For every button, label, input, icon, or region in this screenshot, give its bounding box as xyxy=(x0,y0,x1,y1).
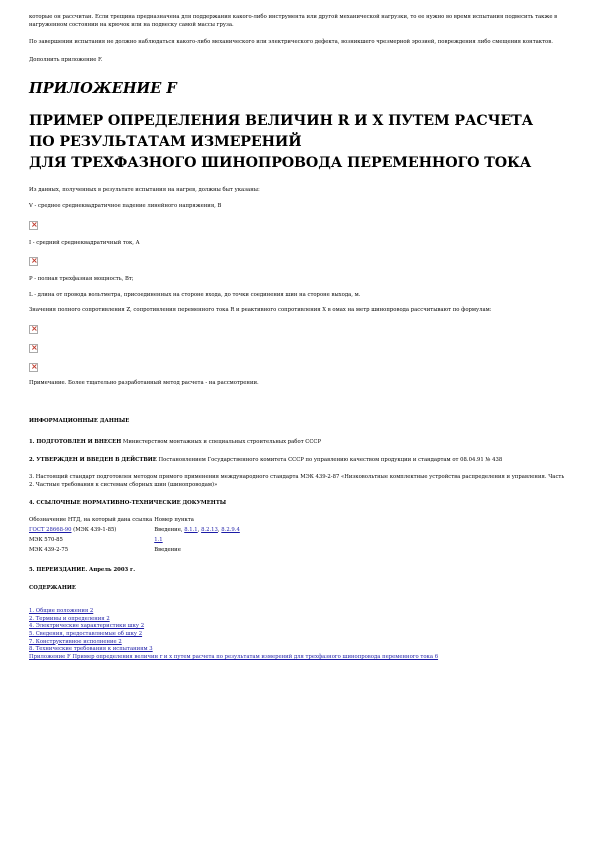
document-page xyxy=(29,14,569,661)
info-heading: ИНФОРМАЦИОННЫЕ ДАННЫЕ xyxy=(29,417,130,424)
broken-image-icon xyxy=(29,325,38,334)
toc-link[interactable]: 8. Технические требования к испытаниям 3 xyxy=(29,646,153,653)
doc-link[interactable]: ГОСТ 28668-90 xyxy=(29,527,72,534)
appendix-heading: ПРИЛОЖЕНИЕ F xyxy=(29,80,177,98)
appendix-title-line: ПРИМЕР ОПРЕДЕЛЕНИЯ ВЕЛИЧИН R И X ПУТЕМ РАСЧЕТА xyxy=(29,113,534,130)
broken-image-icon xyxy=(29,363,38,372)
definition-v: V - среднее среднеквадратичное падение линейного напряжения, В xyxy=(29,202,222,209)
note-text: Примечание. Более тщательно разработанный метод расчета - на рассмотрении. xyxy=(29,379,259,386)
table-header-cell: Обозначение НТД, на который дана ссылка xyxy=(29,517,153,524)
toc-list xyxy=(29,608,569,661)
table-cell: МЭК 570-85 xyxy=(29,537,63,544)
toc-link[interactable]: 7. Конструктивное исполнение 2 xyxy=(29,638,122,645)
info-item-3: 3. Настоящий стандарт подготовлен методом прямого применения международного стандарта МЭК 439-2-87 «Низковольтные комплектные устройства распределения и управления. Часть 2. Частные требования к системам сборных шин (шинопроводам)» xyxy=(29,474,565,488)
broken-image-icon xyxy=(29,257,38,266)
toc-link[interactable]: Приложение F Пример определения величин r и x путем расчета по результатам измерений для трехфазного шинопровода переменного тока 6 xyxy=(29,653,439,660)
toc-link[interactable]: 5. Сведения, предоставляемые об шку 2 xyxy=(29,631,143,638)
info-item-4-heading: 4. ССЫЛОЧНЫЕ НОРМАТИВНО-ТЕХНИЧЕСКИЕ ДОКУМЕНТЫ xyxy=(29,499,227,506)
info-item-1 xyxy=(29,439,569,447)
points-prefix: Введение, xyxy=(154,527,185,534)
table-cell: Введение, 8.1.1, 8.2.13, 8.2.9.4 xyxy=(154,527,240,534)
toc-link[interactable]: 1. Общие положения 2 xyxy=(29,608,94,615)
point-link[interactable]: 8.1.1 xyxy=(184,527,198,534)
info-item-text: Министерством монтажных и специальных строительных работ СССР xyxy=(122,439,322,446)
info-item-label: 1. ПОДГОТОВЛЕН И ВНЕСЕН xyxy=(29,439,122,446)
point-link[interactable]: 8.2.13 xyxy=(201,527,218,534)
broken-image-icon xyxy=(29,221,38,230)
intro-paragraph: Дополнить приложение F. xyxy=(29,56,103,63)
toc-link[interactable]: 2. Термины и определения 2 xyxy=(29,615,110,622)
table-row xyxy=(29,535,242,545)
formula-intro: Значения полного сопротивления Z, сопротивления переменного тока R и реактивного сопротивления X в омах на метр шинопровода рассчитывают по формулам: xyxy=(29,307,492,314)
table-cell: МЭК 439-2-75 xyxy=(29,547,69,554)
references-table xyxy=(29,515,242,555)
appendix-title-line: ПО РЕЗУЛЬТАТАМ ИЗМЕРЕНИЙ xyxy=(29,134,302,151)
toc-link[interactable]: 4. Электрические характеристики шку 2 xyxy=(29,623,145,630)
broken-image-icon xyxy=(29,344,38,353)
info-item-label: 2. УТВЕРЖДЕН И ВВЕДЕН В ДЕЙСТВИЕ xyxy=(29,456,157,463)
point-link[interactable]: 8.2.9.4 xyxy=(221,527,240,534)
info-item-text: Постановлением Государственного комитета СССР по управлению качеством продукции и стандартам от 08.04.91 № 438 xyxy=(158,456,503,463)
intro-paragraph: которые он рассчитан. Если трещина предназначена для поддержания какого-либо инструмента или другой механической нагрузки, то ее нужно во время испытания подвесить также в нагруженном состоянии на крючок или на подвеску самой массы груза. xyxy=(29,14,558,28)
point-link[interactable]: 1.1 xyxy=(154,537,163,544)
toc-heading: СОДЕРЖАНИЕ xyxy=(29,584,76,591)
table-row xyxy=(29,525,242,535)
info-item-5: 5. ПЕРЕИЗДАНИЕ. Апрель 2003 г. xyxy=(29,567,136,574)
table-cell xyxy=(29,525,154,535)
table-header-row xyxy=(29,515,242,525)
doc-suffix: (МЭК 439-1-85) xyxy=(71,527,117,534)
table-cell: Введение xyxy=(154,547,181,554)
table-row xyxy=(29,545,242,555)
table-cell xyxy=(154,535,242,545)
definition-p: P - полная трехфазная мощность, Вт; xyxy=(29,276,134,283)
appendix-title-line: ДЛЯ ТРЕХФАЗНОГО ШИНОПРОВОДА ПЕРЕМЕННОГО ТОКА xyxy=(29,155,532,172)
lead-text: Из данных, полученных в результате испытания на нагрев, должны быт указаны: xyxy=(29,187,260,194)
definition-i: I - средний среднеквадратичный ток, А xyxy=(29,239,140,246)
definition-l: L - длина от провода вольтметра, присоединенных на стороне входа, до точки соединения шин на стороне выхода, м. xyxy=(29,291,361,298)
intro-paragraph: По завершении испытания не должно наблюдаться какого-либо механического или электрического дефекта, возникшего чрезмерной эрозией, повреждения либо смещения контактов. xyxy=(29,39,553,46)
info-item-2 xyxy=(29,457,569,465)
appendix-title xyxy=(29,111,569,174)
table-header-cell: Номер пункта xyxy=(154,517,194,524)
